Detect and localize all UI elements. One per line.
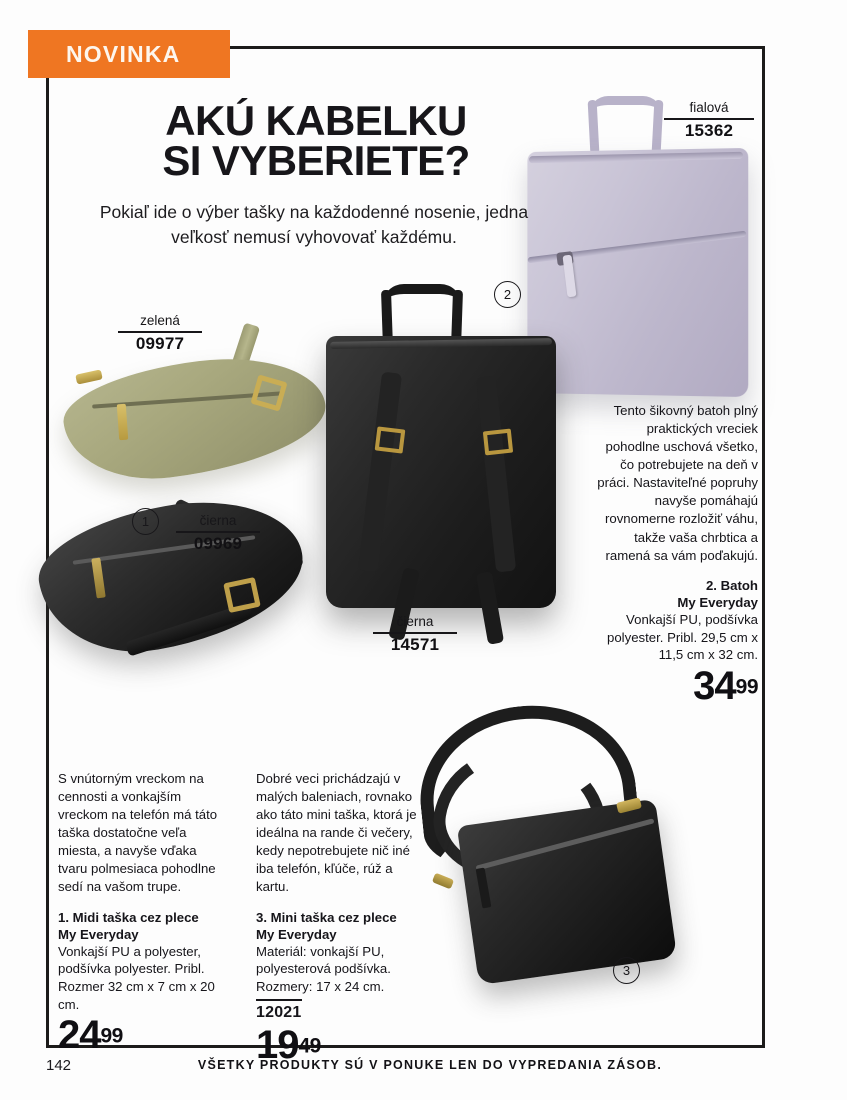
strap-buckle-right — [483, 429, 513, 456]
bag-body — [457, 799, 677, 985]
label-rule — [118, 331, 202, 333]
backpack-title-line-2: My Everyday — [677, 594, 758, 610]
code-label-black-midi-bag — [176, 513, 260, 554]
strap-buckle-left — [375, 426, 406, 453]
product-code: 09969 — [193, 533, 243, 553]
midi-description-block — [58, 770, 228, 1058]
code-label-purple-backpack — [664, 100, 754, 141]
midi-spec — [58, 909, 228, 1014]
midi-description: S vnútorným vreckom na cennosti a vonkajším vreckom na telefón má táto taška dostatočne veľa miesta, a navyše vďaka tvaru polmesiaca pohodlne sedí na vašom trupe. — [58, 771, 218, 895]
price-cents: 99 — [100, 1024, 123, 1048]
bag-body — [58, 346, 332, 489]
mini-spec — [256, 909, 428, 1024]
mini-description-block — [256, 770, 428, 1068]
product-photo-black-backpack — [300, 280, 600, 670]
code-label-black-backpack — [373, 614, 457, 655]
product-photo-black-mini-bag — [405, 700, 705, 990]
backpack-handle-top — [382, 284, 462, 306]
price-whole: 19 — [256, 1023, 299, 1068]
label-rule — [176, 531, 260, 533]
color-name: fialová — [689, 100, 729, 115]
mini-product-code: 12021 — [256, 999, 302, 1024]
mini-description: Dobré veci prichádzajú v malých baleniach, rovnako ako táto mini taška, ktorá je ideálna na rande či večery, kedy nepotrebujete nič iné iba telefón, kľúče, rúž a kartu. — [256, 771, 417, 895]
page-title — [76, 97, 556, 185]
strap-clip-hardware-left — [432, 873, 454, 890]
product-photo-black-midi-bag — [28, 470, 328, 700]
mini-title-line-1: 3. Mini taška cez plece — [256, 909, 397, 925]
product-code: 14571 — [390, 634, 440, 654]
strap-clip-hardware — [75, 369, 103, 384]
label-rule — [664, 118, 754, 120]
color-name: čierna — [396, 614, 434, 629]
backpack-description: Tento šikovný batoh plný praktických vreciek pohodlne uschová všetko, čo potrebujete na deň v práci. Nastaviteľné popruhy navyše pomáhajú rovnomerne rozložiť váhu, takže vaša chrbtica a ramená sa vám poďakujú. — [597, 403, 758, 563]
price-whole: 24 — [58, 1013, 101, 1058]
mini-title-line-2: My Everyday — [256, 926, 337, 942]
price-cents: 49 — [298, 1035, 321, 1059]
marker-1: 1 — [132, 508, 159, 535]
price-whole: 34 — [693, 663, 736, 708]
mini-price — [256, 1023, 321, 1068]
backpack-description-block — [592, 402, 758, 708]
page-subtitle: Pokiaľ ide o výber tašky na každodenné nosenie, jedna veľkosť nemusí vyhovovať každému. — [99, 202, 529, 248]
page-title-line-2: SI VYBERIETE? — [162, 137, 470, 185]
backpack-title-line-1: 2. Batoh — [705, 577, 758, 593]
midi-title-line-1: 1. Midi taška cez plece — [58, 909, 199, 925]
page-number: 142 — [46, 1057, 72, 1074]
product-code: 09977 — [135, 333, 185, 353]
midi-price — [58, 1013, 123, 1058]
backpack-price — [693, 663, 758, 708]
footer-disclaimer: VŠETKY PRODUKTY SÚ V PONUKE LEN DO VYPREDANIA ZÁSOB. — [197, 1058, 663, 1072]
midi-specs: Vonkajší PU a polyester, podšívka polyester. Pribl. Rozmer 32 cm x 7 cm x 20 cm. — [58, 943, 215, 1012]
color-name: čierna — [199, 513, 237, 528]
marker-2: 2 — [494, 281, 521, 308]
page-title-line-1: AKÚ KABELKU — [165, 97, 467, 144]
backpack-handle-right — [652, 100, 664, 154]
label-rule — [373, 632, 457, 634]
code-label-green-bag — [118, 313, 202, 354]
backpack-specs: Vonkajší PU, podšívka polyester. Pribl. 29,5 cm x 11,5 cm x 32 cm. — [607, 612, 758, 663]
mini-specs: Materiál: vonkajší PU, polyesterová podšívka. Rozmery: 17 x 24 cm. — [256, 943, 391, 994]
product-code: 15362 — [684, 120, 734, 140]
marker-3: 3 — [613, 957, 640, 984]
color-name: zelená — [140, 313, 180, 328]
novinka-badge: NOVINKA — [28, 30, 230, 78]
backpack-spec — [592, 577, 758, 664]
price-cents: 99 — [735, 675, 758, 699]
midi-title-line-2: My Everyday — [58, 926, 139, 942]
backpack-handle-top — [589, 96, 662, 115]
